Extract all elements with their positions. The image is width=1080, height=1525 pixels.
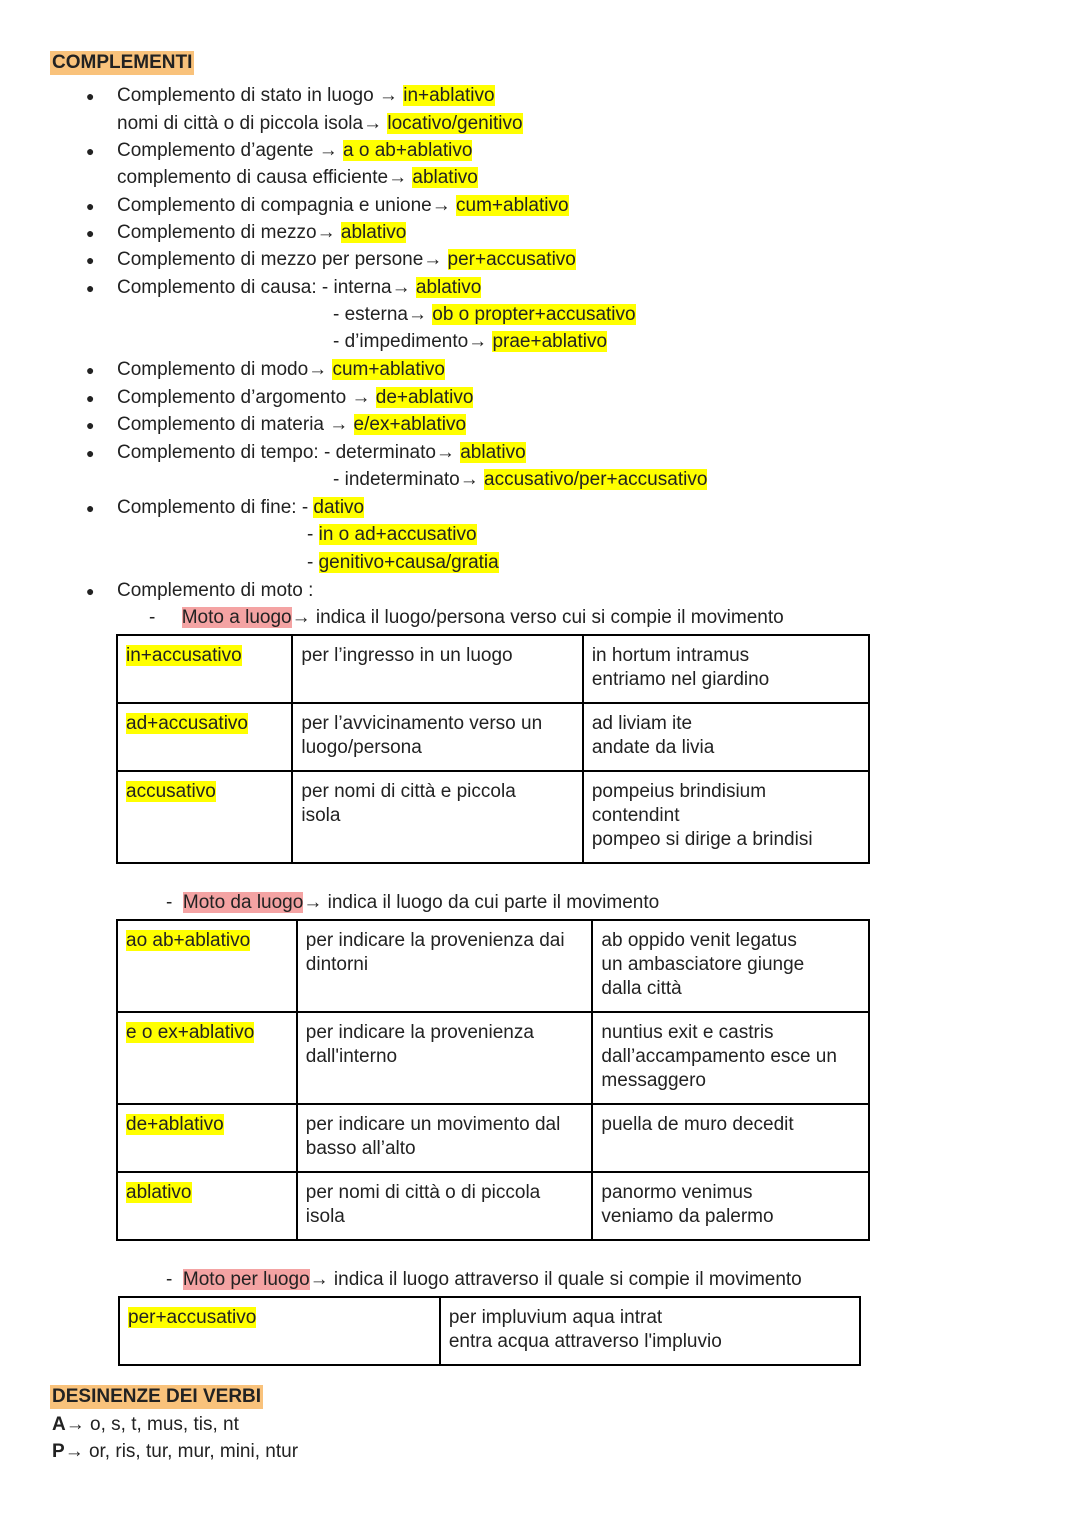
moto-a-luogo-table <box>116 634 870 864</box>
example-cell: veniamo da palermo <box>601 1206 774 1227</box>
form-cell: in+accusativo <box>126 645 242 666</box>
example-cell: ad liviam ite <box>591 713 693 734</box>
form-cell: de+ablativo <box>126 1114 224 1135</box>
list-item: Complemento di compagnia e unione→ cum+ablativo <box>117 195 569 216</box>
moto-per-luogo-title: Moto per luogo <box>182 1269 310 1290</box>
list-item: - in o ad+accusativo <box>307 524 477 545</box>
use-cell: dintorni <box>305 954 369 975</box>
list-item: Complemento di causa: - interna→ ablativo <box>117 277 482 298</box>
bullet: ● <box>86 198 95 214</box>
desinenze-active: A→ o, s, t, mus, tis, nt <box>52 1414 239 1435</box>
list-item: - d’impedimento→ prae+ablativo <box>333 331 608 352</box>
example-cell: panormo venimus <box>601 1182 753 1203</box>
table-row <box>117 920 869 1012</box>
use-cell: luogo/persona <box>301 737 422 758</box>
table-row <box>117 771 869 863</box>
form-cell: ao ab+ablativo <box>126 930 251 951</box>
list-item: Complemento di modo→ cum+ablativo <box>117 359 445 380</box>
list-item: Complemento di stato in luogo → in+ablativo <box>117 85 495 106</box>
table-row <box>117 1012 869 1104</box>
list-item: Complemento di tempo: - determinato→ ablativo <box>117 442 526 463</box>
moto-per-luogo-desc: → indica il luogo attraverso il quale si compie il movimento <box>309 1269 802 1290</box>
list-item: Complemento d’agente → a o ab+ablativo <box>117 140 473 161</box>
example-cell: entra acqua attraverso l'impluvio <box>448 1331 722 1352</box>
use-cell: per indicare la provenienza dai <box>305 930 565 951</box>
form-cell: accusativo <box>126 781 216 802</box>
use-cell: per nomi di città e piccola <box>301 781 516 802</box>
moto-da-luogo-title: Moto da luogo <box>182 892 304 913</box>
moto-a-luogo-desc: → indica il luogo/persona verso cui si compie il movimento <box>291 607 784 628</box>
use-cell: per nomi di città o di piccola <box>305 1182 541 1203</box>
use-cell: per indicare la provenienza <box>305 1022 534 1043</box>
list-item: Complemento d’argomento → de+ablativo <box>117 387 474 408</box>
bullet: ● <box>86 500 95 516</box>
section-heading-desinenze: DESINENZE DEI VERBI <box>52 1386 262 1407</box>
example-cell: in hortum intramus <box>591 645 750 666</box>
use-cell: per l’avvicinamento verso un <box>301 713 543 734</box>
bullet: ● <box>86 417 95 433</box>
example-cell: un ambasciatore giunge <box>601 954 805 975</box>
use-cell: isola <box>305 1206 345 1227</box>
example-cell: ab oppido venit legatus <box>601 930 797 951</box>
example-cell: puella de muro decedit <box>601 1114 794 1135</box>
form-cell: e o ex+ablativo <box>126 1022 255 1043</box>
table-row <box>119 1297 860 1365</box>
list-item: - genitivo+causa/gratia <box>307 552 499 573</box>
moto-a-luogo-title: Moto a luogo <box>181 607 292 628</box>
list-item: complemento di causa efficiente→ ablativo <box>117 167 478 188</box>
list-item: Complemento di fine: - dativo <box>117 497 365 518</box>
list-item: - esterna→ ob o propter+accusativo <box>333 304 636 325</box>
example-cell: dall’accampamento esce un <box>601 1046 837 1067</box>
moto-da-luogo-desc: → indica il luogo da cui parte il movimento <box>303 892 660 913</box>
moto-per-luogo-table <box>118 1296 861 1366</box>
moto-da-luogo-table <box>116 919 870 1241</box>
form-cell: ablativo <box>126 1182 192 1203</box>
example-cell: contendint <box>591 805 680 826</box>
bullet: ● <box>86 88 95 104</box>
table-row <box>117 635 869 703</box>
table-row <box>117 703 869 771</box>
moto-per-luogo-heading: - Moto per luogo→ indica il luogo attraverso il quale si compie il movimento <box>166 1269 802 1290</box>
table-row <box>117 1172 869 1240</box>
moto-da-luogo-heading: - Moto da luogo→ indica il luogo da cui parte il movimento <box>166 892 660 913</box>
example-cell: andate da livia <box>591 737 715 758</box>
bullet: ● <box>86 280 95 296</box>
example-cell: entriamo nel giardino <box>591 669 770 690</box>
example-cell: nuntius exit e castris <box>601 1022 774 1043</box>
bullet: ● <box>86 583 95 599</box>
bullet: ● <box>86 445 95 461</box>
bullet: ● <box>86 390 95 406</box>
section-heading-complementi: COMPLEMENTI <box>52 52 193 73</box>
list-item: - indeterminato→ accusativo/per+accusativo <box>333 469 708 490</box>
table-row <box>117 1104 869 1172</box>
example-cell: pompeo si dirige a brindisi <box>591 829 813 850</box>
example-cell: dalla città <box>601 978 682 999</box>
list-item: Complemento di mezzo per persone→ per+accusativo <box>117 249 576 270</box>
use-cell: per l’ingresso in un luogo <box>301 645 513 666</box>
desinenze-passive: P→ or, ris, tur, mur, mini, ntur <box>52 1441 299 1462</box>
example-cell: messaggero <box>601 1070 706 1091</box>
bullet: ● <box>86 252 95 268</box>
use-cell: dall'interno <box>305 1046 398 1067</box>
form-cell: per+accusativo <box>128 1307 257 1328</box>
list-item: Complemento di mezzo→ ablativo <box>117 222 407 243</box>
example-cell: per impluvium aqua intrat <box>448 1307 663 1328</box>
use-cell: basso all’alto <box>305 1138 416 1159</box>
bullet: ● <box>86 362 95 378</box>
form-cell: ad+accusativo <box>126 713 248 734</box>
example-cell: pompeius brindisium <box>591 781 767 802</box>
use-cell: per indicare un movimento dal <box>305 1114 561 1135</box>
moto-a-luogo-heading: - Moto a luogo→ indica il luogo/persona verso cui si compie il movimento <box>149 607 784 628</box>
bullet: ● <box>86 225 95 241</box>
use-cell: isola <box>301 805 341 826</box>
list-item: Complemento di moto : <box>117 580 314 601</box>
list-item: nomi di città o di piccola isola→ locativo/genitivo <box>117 113 523 134</box>
bullet: ● <box>86 143 95 159</box>
list-item: Complemento di materia → e/ex+ablativo <box>117 414 467 435</box>
